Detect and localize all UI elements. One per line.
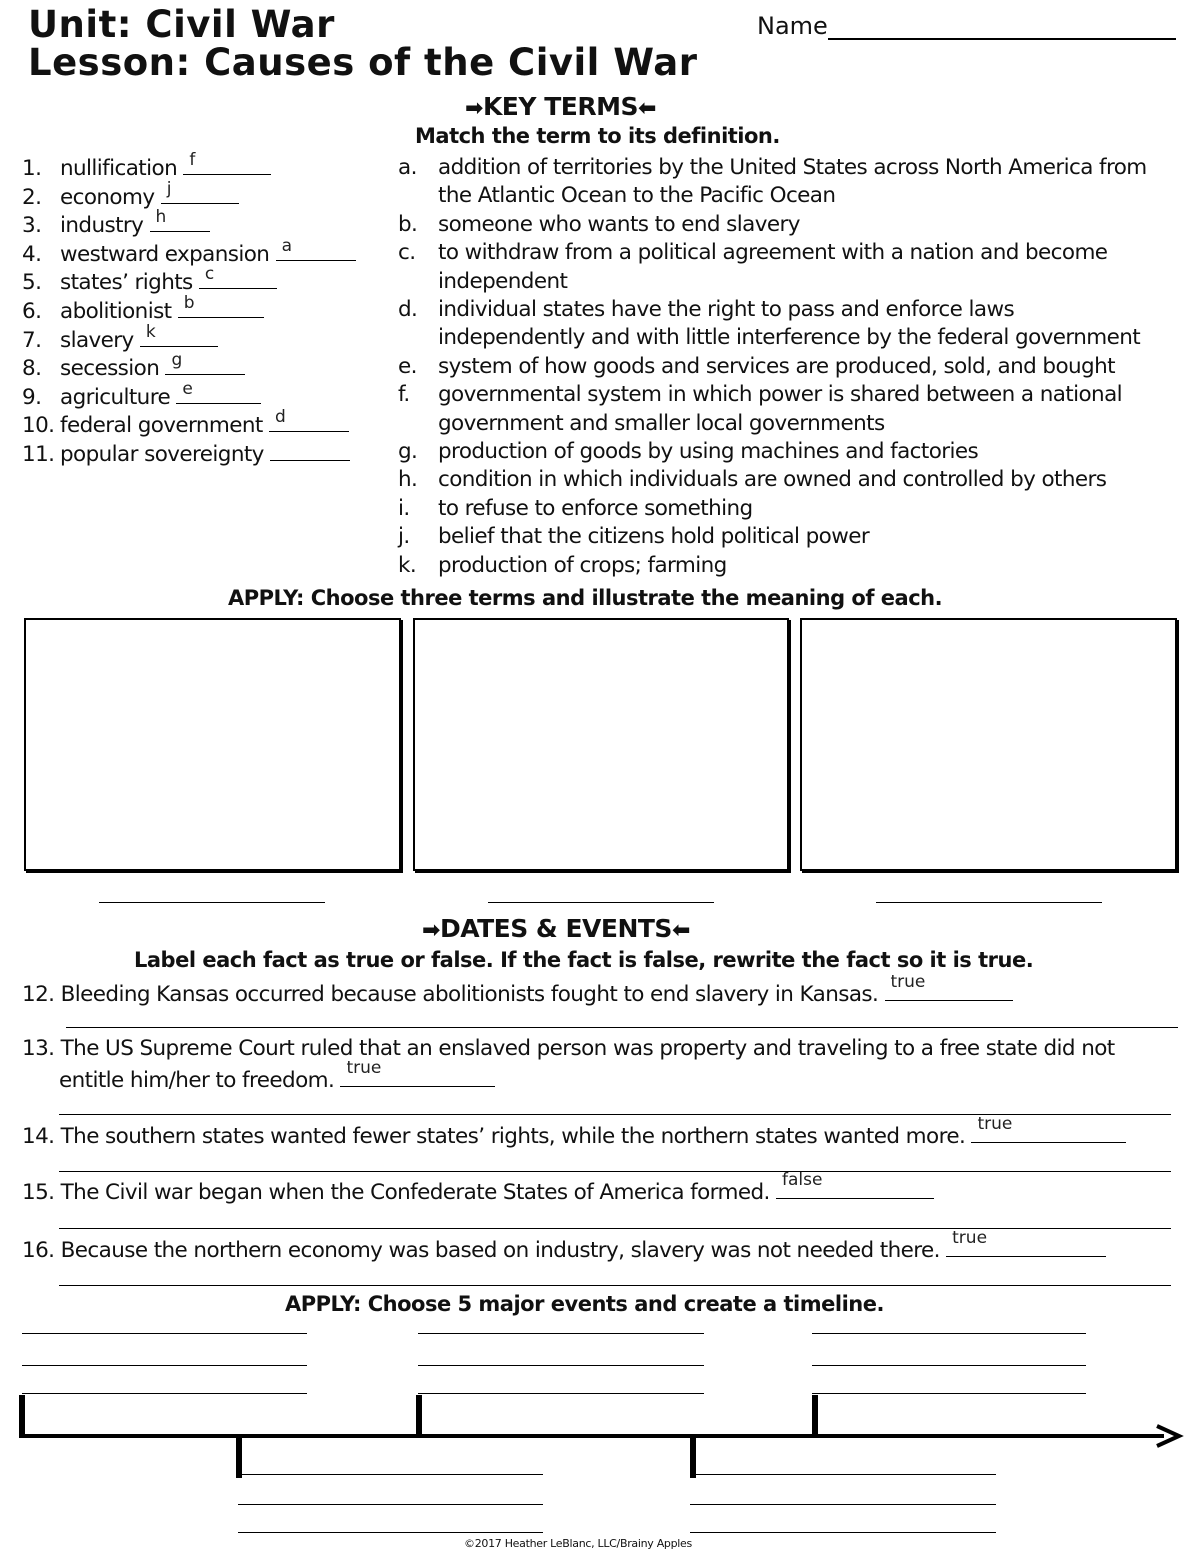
fact-14-rewrite-line[interactable] [59, 1171, 1171, 1172]
timeline-line[interactable] [22, 1393, 307, 1394]
term-number: 3. [22, 213, 42, 239]
illustration-box-1[interactable] [24, 618, 401, 871]
timeline-line[interactable] [238, 1474, 543, 1475]
arrow-right-icon: ➡ [422, 918, 440, 943]
term-number: 7. [22, 327, 42, 353]
term-answer: b [183, 293, 195, 313]
timeline-line[interactable] [22, 1333, 307, 1334]
timeline-line[interactable] [690, 1474, 996, 1475]
term-number: 1. [22, 156, 42, 181]
term-label: federal government [60, 413, 263, 439]
term-answer: g [171, 350, 183, 371]
timeline-tick [812, 1395, 818, 1437]
term-number: 5. [22, 270, 42, 296]
term-label: agriculture [60, 384, 171, 410]
term-answer: f [189, 150, 196, 170]
lesson-title: Lesson: Causes of the Civil War [28, 41, 698, 84]
timeline-axis [19, 1434, 1164, 1438]
copyright: ©2017 Heather LeBlanc, LLC/Brainy Apples [464, 1537, 692, 1550]
definition-text: the Atlantic Ocean to the Pacific Ocean [438, 183, 836, 209]
definition-letter: e. [398, 353, 417, 379]
term-number: 9. [22, 384, 42, 410]
fact-16-answer-blank[interactable]: true [946, 1236, 1106, 1257]
name-field[interactable] [828, 38, 1176, 40]
fact-15-rewrite-line[interactable] [59, 1228, 1171, 1229]
fact-15: 15. The Civil war began when the Confederate States of America formed. false [22, 1178, 934, 1205]
arrow-left-icon: ⬅ [671, 918, 690, 943]
term-answer-blank[interactable] [183, 150, 271, 175]
fact-16: 16. Because the northern economy was based on industry, slavery was not needed there. true [22, 1236, 1106, 1263]
definition-text: addition of territories by the United States across North America from [438, 155, 1147, 180]
definition-letter: g. [398, 439, 418, 464]
term-answer: k [145, 321, 156, 342]
apply-timeline-instruction: APPLY: Choose 5 major events and create a timeline. [285, 1292, 884, 1316]
term-answer: a [281, 235, 292, 256]
timeline-line[interactable] [418, 1365, 704, 1366]
timeline-tick [416, 1395, 422, 1437]
definition-letter: f. [398, 382, 410, 408]
term-item [22, 407, 349, 439]
key-terms-heading: ➡KEY TERMS⬅ [465, 92, 656, 121]
term-item [22, 293, 264, 325]
timeline-line[interactable] [812, 1365, 1086, 1366]
fact-15-answer-blank[interactable]: false [776, 1178, 934, 1199]
term-answer-blank[interactable] [150, 207, 210, 232]
definition-text: someone who wants to end slavery [438, 211, 800, 237]
term-number: 4. [22, 241, 42, 267]
definition-letter: b. [398, 211, 418, 237]
term-number: 2. [22, 184, 42, 210]
term-answer-blank[interactable] [161, 178, 239, 204]
term-answer-blank[interactable] [270, 440, 350, 461]
definition-letter: h. [398, 467, 418, 493]
unit-title: Unit: Civil War [28, 3, 335, 46]
term-label: abolitionist [60, 299, 172, 324]
term-label: slavery [60, 327, 134, 353]
definition-text: independent [438, 268, 568, 294]
term-label: economy [60, 184, 155, 210]
timeline-tick [19, 1395, 25, 1437]
arrow-right-icon: ➡ [465, 96, 483, 121]
dates-events-heading: ➡DATES & EVENTS⬅ [422, 914, 690, 943]
term-label: westward expansion [60, 241, 270, 267]
fact-12: 12. Bleeding Kansas occurred because abolitionists fought to end slavery in Kansas. true [22, 980, 1013, 1007]
definition-text: production of goods by using machines and factories [438, 439, 979, 464]
term-answer-blank[interactable] [276, 235, 356, 261]
definition-text: governmental system in which power is shared between a national [438, 382, 1123, 408]
illustration-label-line-2[interactable] [488, 902, 714, 903]
term-item [22, 440, 350, 468]
fact-16-rewrite-line[interactable] [59, 1285, 1171, 1286]
term-answer-blank[interactable] [269, 407, 349, 432]
term-number: 10. [22, 413, 55, 439]
definition-letter: k. [398, 552, 417, 578]
fact-13: 13. The US Supreme Court ruled that an enslaved person was property and traveling to a free state did not [22, 1036, 1115, 1061]
definition-text: individual states have the right to pass and enforce laws [438, 297, 1015, 322]
timeline-line[interactable] [418, 1333, 704, 1334]
arrow-left-icon: ⬅ [637, 96, 656, 121]
definition-letter: d. [398, 297, 418, 322]
timeline-line[interactable] [22, 1365, 307, 1366]
illustration-box-2[interactable] [413, 618, 789, 871]
term-label: industry [60, 213, 144, 239]
term-item [22, 350, 245, 382]
term-answer-blank[interactable] [165, 350, 245, 375]
definition-text: independently and with little interference by the federal government [438, 325, 1141, 351]
arrowhead-icon [1155, 1424, 1185, 1448]
term-label: popular sovereignty [60, 442, 264, 467]
term-item [22, 207, 210, 239]
fact-14: 14. The southern states wanted fewer states’ rights, while the northern states wanted more. true [22, 1122, 1126, 1149]
term-answer: c [204, 264, 215, 285]
term-item [22, 321, 218, 354]
term-answer: e [182, 378, 193, 399]
definition-letter: c. [398, 240, 416, 266]
term-item [22, 178, 239, 211]
fact-12-answer-blank[interactable]: true [885, 980, 1013, 1001]
definition-text: to refuse to enforce something [438, 495, 753, 521]
definition-text: belief that the citizens hold political power [438, 524, 870, 550]
definition-text: system of how goods and services are produced, sold, and bought [438, 353, 1115, 379]
timeline-tick [236, 1436, 242, 1478]
definition-text: government and smaller local governments [438, 410, 885, 436]
illustration-label-line-1[interactable] [99, 902, 325, 903]
key-terms-instruction: Match the term to its definition. [415, 124, 780, 148]
timeline-line[interactable] [690, 1504, 996, 1505]
term-item [22, 264, 277, 296]
term-answer-blank[interactable] [140, 321, 218, 347]
term-label: nullification [60, 156, 178, 181]
fact-13-answer-blank[interactable]: true [340, 1066, 495, 1087]
definition-letter: a. [398, 155, 417, 180]
dates-events-instruction: Label each fact as true or false. If the fact is false, rewrite the fact so it is true. [134, 948, 1034, 972]
fact-13-line-2: entitle him/her to freedom. true [59, 1066, 495, 1093]
term-answer: d [275, 407, 286, 428]
term-answer-blank[interactable] [199, 264, 277, 289]
timeline-line[interactable] [238, 1504, 543, 1505]
name-label: Name [757, 12, 828, 40]
term-number: 6. [22, 299, 42, 324]
term-answer-blank[interactable] [176, 378, 261, 404]
definition-text: condition in which individuals are owned and controlled by others [438, 467, 1107, 493]
definition-text: to withdraw from a political agreement with a nation and become [438, 240, 1108, 266]
term-item [22, 378, 261, 411]
timeline-line[interactable] [690, 1532, 996, 1533]
apply-illustrate-instruction: APPLY: Choose three terms and illustrate the meaning of each. [228, 586, 943, 610]
term-number: 8. [22, 356, 42, 382]
term-label: secession [60, 356, 160, 382]
term-item [22, 150, 271, 182]
fact-14-answer-blank[interactable]: true [971, 1122, 1126, 1143]
illustration-label-line-3[interactable] [876, 902, 1102, 903]
timeline-line[interactable] [238, 1532, 543, 1533]
term-label: states’ rights [60, 270, 193, 296]
timeline-line[interactable] [812, 1333, 1086, 1334]
definition-text: production of crops; farming [438, 552, 727, 578]
definition-letter: j. [398, 524, 410, 550]
timeline-tick [690, 1436, 696, 1478]
fact-12-rewrite-line[interactable] [66, 1027, 1178, 1028]
definition-letter: i. [398, 495, 410, 521]
term-answer: j [166, 178, 172, 199]
term-number: 11. [22, 442, 55, 467]
illustration-box-3[interactable] [800, 618, 1177, 871]
term-item [22, 235, 356, 268]
term-answer-blank[interactable] [178, 293, 264, 318]
term-answer: h [155, 207, 167, 228]
timeline-line[interactable] [812, 1393, 1086, 1394]
timeline-line[interactable] [418, 1393, 704, 1394]
